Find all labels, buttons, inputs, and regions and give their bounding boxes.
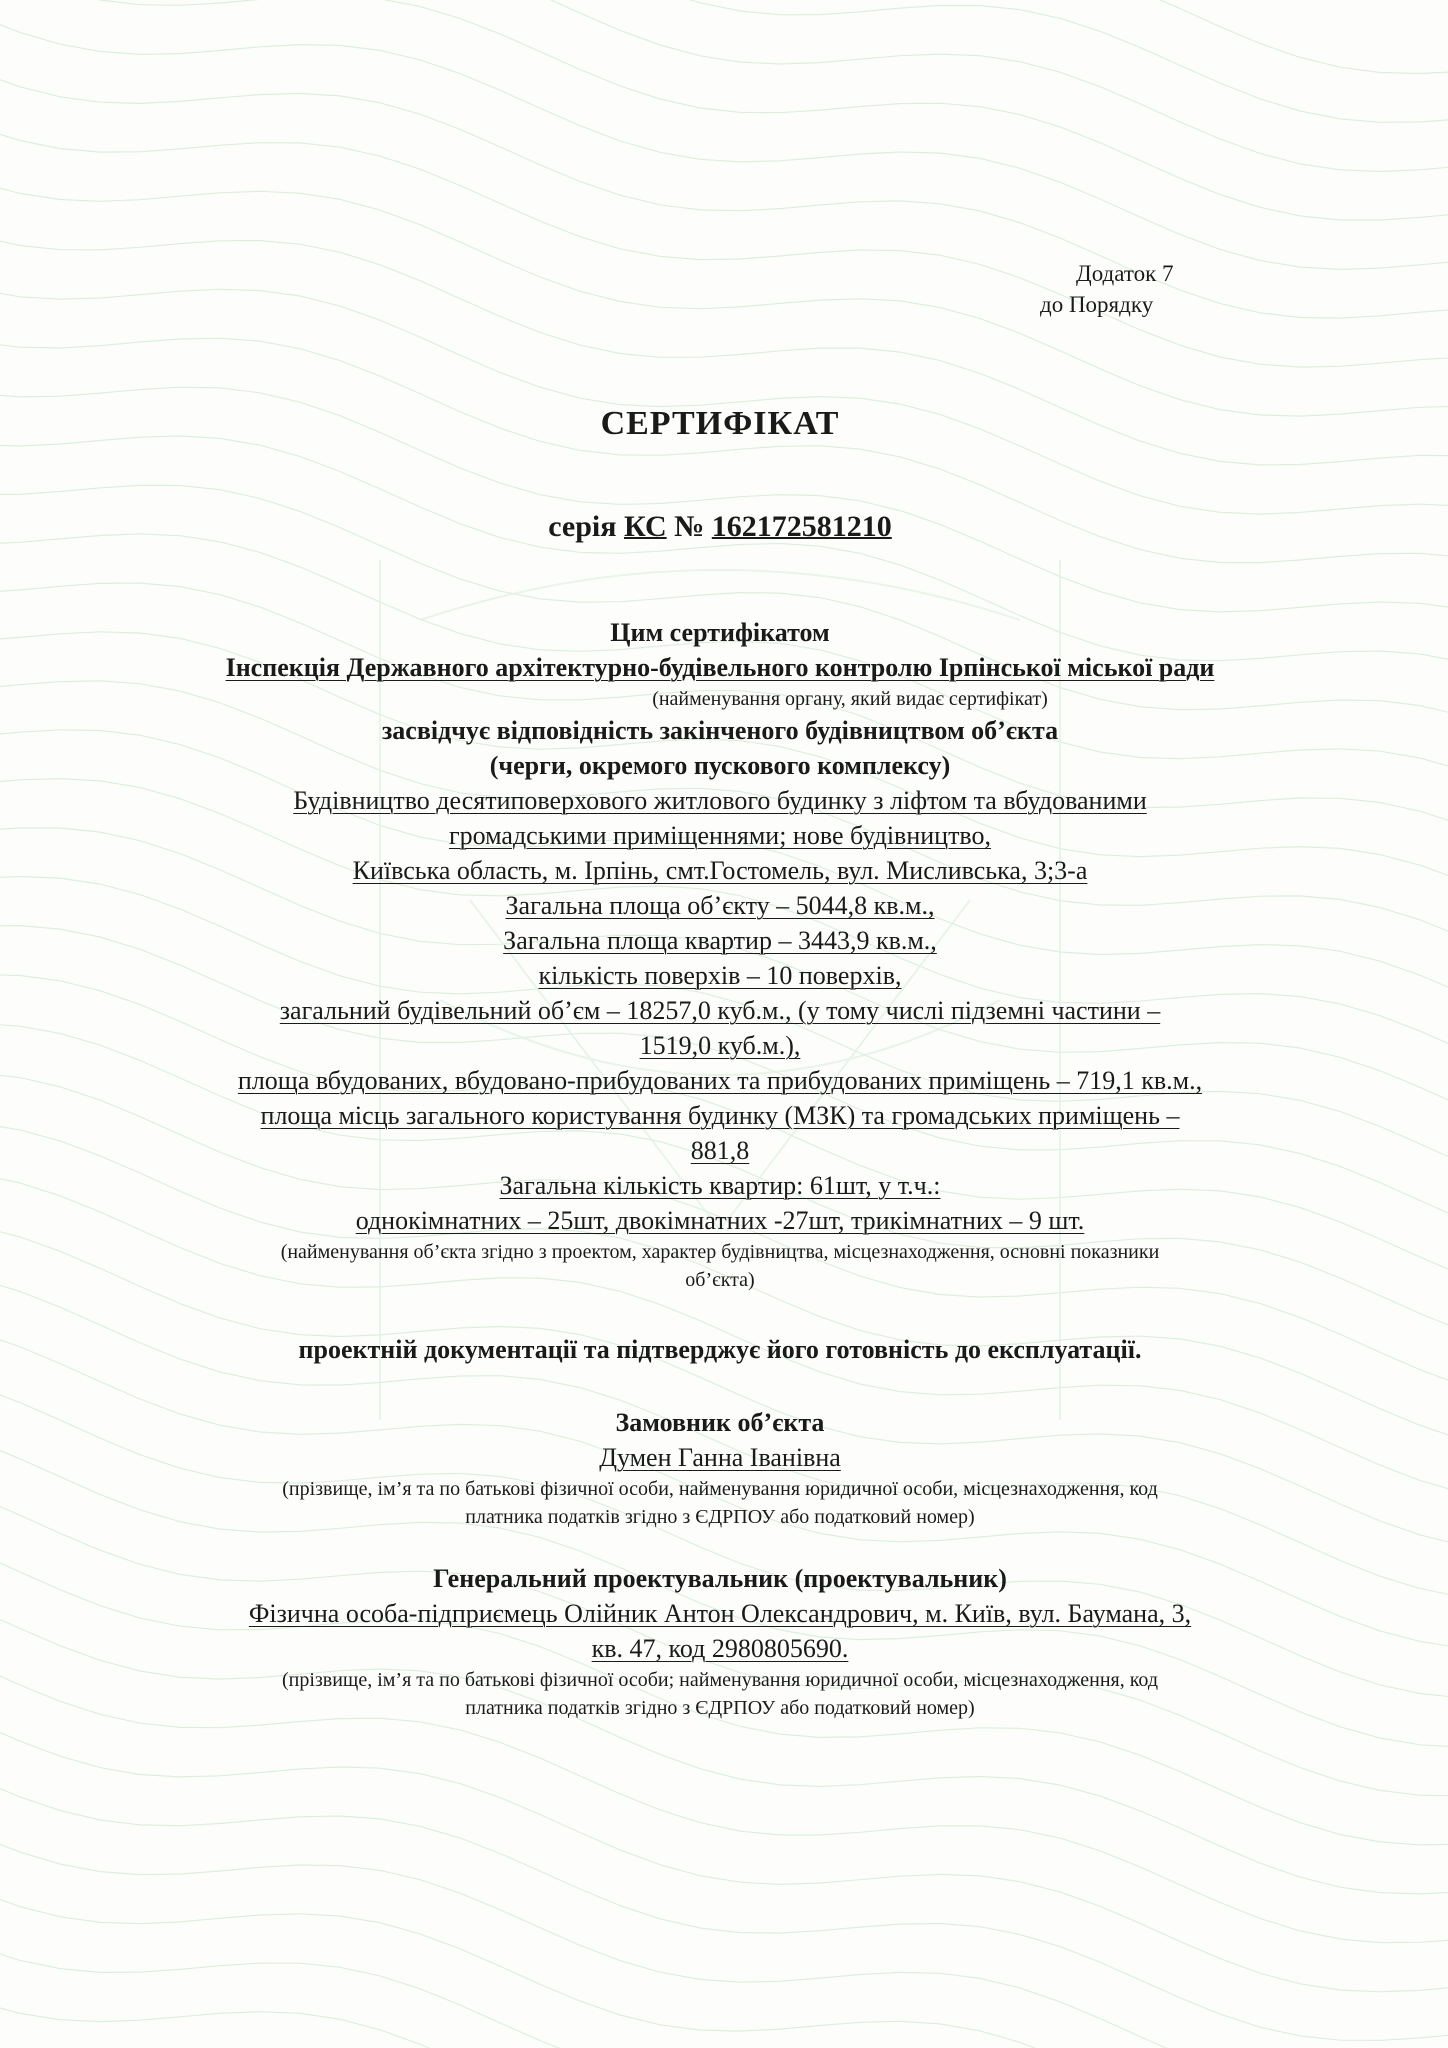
customer-heading: Замовник об’єкта bbox=[615, 1408, 825, 1437]
object-line: громадськими приміщеннями; нове будівництво, bbox=[448, 821, 992, 850]
designer-hint-line-2: платника податків згідно з ЄДРПОУ або податковий номер) bbox=[465, 1697, 975, 1719]
certificate-body bbox=[130, 615, 1310, 1722]
object-line: Київська область, м. Ірпінь, смт.Гостомель, вул. Мисливська, 3;3-а bbox=[352, 856, 1088, 885]
designer-hint-line-1: (прізвище, ім’я та по батькові фізичної особи; найменування юридичної особи, місцезнаходження, код bbox=[281, 1669, 1159, 1691]
issuer-name: Інспекція Державного архітектурно-будівельного контролю Ірпінської міської ради bbox=[225, 653, 1215, 682]
certificate-series bbox=[130, 510, 1310, 544]
object-line: Будівництво десятиповерхового житлового будинку з ліфтом та вбудованими bbox=[293, 786, 1147, 815]
attests-line-1: засвідчує відповідність закінченого будівництвом об’єкта bbox=[381, 716, 1059, 745]
object-line: Загальна площа квартир – 3443,9 кв.м., bbox=[503, 926, 937, 955]
customer-hint-line-1: (прізвище, ім’я та по батькові фізичної особи, найменування юридичної особи, місцезнаходження, код bbox=[282, 1478, 1158, 1500]
series-code: КС bbox=[623, 510, 667, 543]
conclusion-text: проектній документації та підтверджує його готовність до експлуатації. bbox=[298, 1335, 1142, 1364]
series-prefix: серія bbox=[548, 510, 617, 543]
number-sign: № bbox=[674, 510, 705, 543]
designer-line-2: кв. 47, код 2980805690. bbox=[591, 1634, 849, 1663]
object-description bbox=[130, 783, 1310, 1238]
object-line: 881,8 bbox=[690, 1136, 750, 1165]
object-line: однокімнатних – 25шт, двокімнатних -27шт, трикімнатних – 9 шт. bbox=[355, 1206, 1085, 1235]
annex-number: Додаток 7 bbox=[1076, 261, 1174, 286]
intro-text: Цим сертифікатом bbox=[610, 618, 830, 647]
object-line: Загальна кількість квартир: 61шт, у т.ч.: bbox=[499, 1171, 941, 1200]
object-line: кількість поверхів – 10 поверхів, bbox=[538, 961, 902, 990]
certificate-number: 162172581210 bbox=[711, 510, 892, 543]
annex-order: до Порядку bbox=[1040, 292, 1154, 317]
object-line: площа місць загального користування будинку (МЗК) та громадських приміщень – bbox=[260, 1101, 1180, 1130]
object-line: Загальна площа об’єкту – 5044,8 кв.м., bbox=[505, 891, 935, 920]
object-hint-line-1: (найменування об’єкта згідно з проектом, характер будівництва, місцезнаходження, основні показники bbox=[280, 1241, 1160, 1263]
object-line: загальний будівельний об’єм – 18257,0 куб.м., (у тому числі підземні частини – bbox=[279, 996, 1161, 1025]
certificate-title: СЕРТИФІКАТ bbox=[600, 405, 840, 442]
attests-line-2: (черги, окремого пускового комплексу) bbox=[489, 751, 951, 780]
object-line: 1519,0 куб.м.), bbox=[639, 1031, 801, 1060]
issuer-hint: (найменування органу, який видає сертифікат) bbox=[652, 688, 1048, 710]
customer-name: Думен Ганна Іванівна bbox=[599, 1443, 841, 1472]
designer-heading: Генеральний проектувальник (проектувальник) bbox=[433, 1564, 1007, 1593]
annex-reference bbox=[1040, 258, 1300, 320]
object-hint-line-2: об’єкта) bbox=[685, 1269, 755, 1291]
customer-hint-line-2: платника податків згідно з ЄДРПОУ або податковий номер) bbox=[465, 1506, 975, 1528]
object-line: площа вбудованих, вбудовано-прибудованих та прибудованих приміщень – 719,1 кв.м., bbox=[237, 1066, 1203, 1095]
designer-line-1: Фізична особа-підприємець Олійник Антон Олександрович, м. Київ, вул. Баумана, 3, bbox=[248, 1599, 1192, 1628]
